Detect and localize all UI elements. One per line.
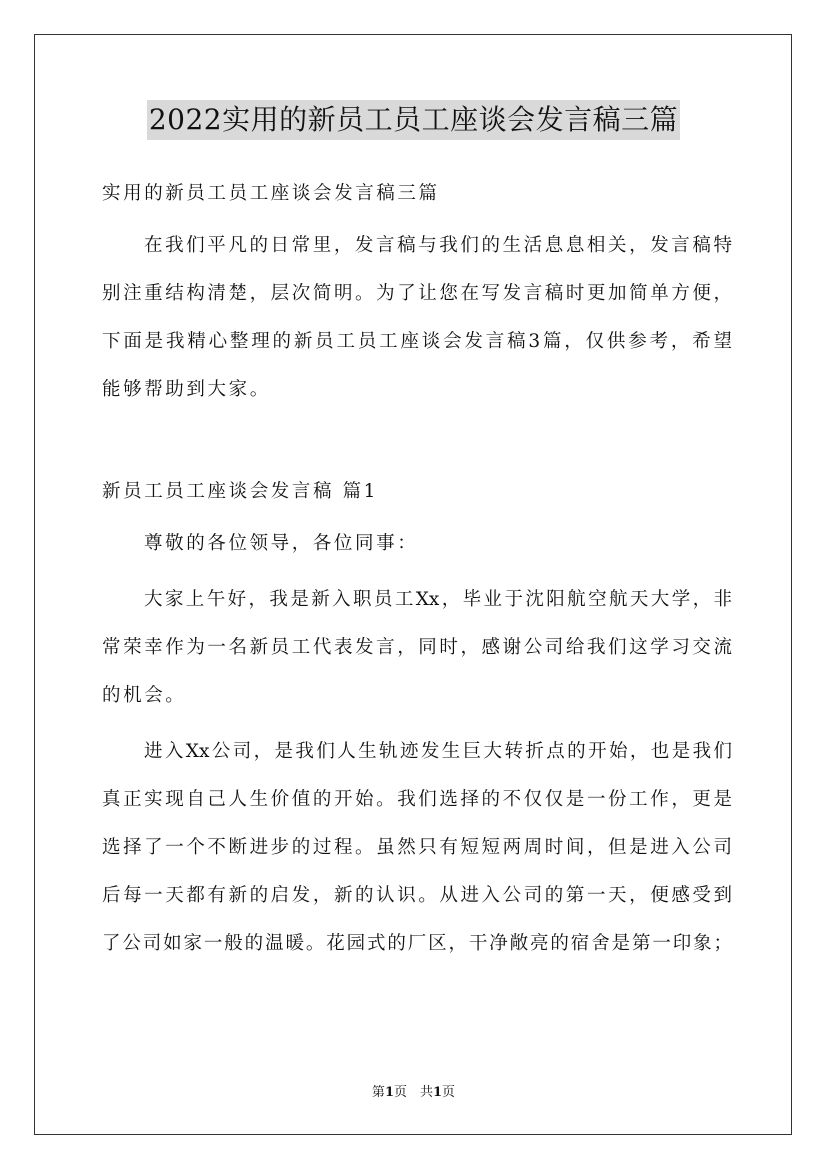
paragraph-line: 的机会。: [102, 685, 187, 706]
paragraph-line: 了公司如家一般的温暖。花园式的厂区，干净敞亮的宿舍是第一印象；: [102, 933, 732, 954]
page-footer: [0, 1083, 827, 1103]
salutation: 尊敬的各位领导，各位同事：: [144, 533, 419, 554]
paragraph-line: 真正实现自己人生价值的开始。我们选择的不仅仅是一份工作，更是: [102, 789, 732, 810]
footer-page-number: 1: [384, 1085, 394, 1100]
paragraph-line: 进入Xx公司，是我们人生轨迹发生巨大转折点的开始，也是我们: [144, 741, 732, 762]
document-subtitle: 实用的新员工员工座谈会发言稿三篇: [102, 183, 440, 204]
footer-prefix: 第: [371, 1085, 385, 1100]
footer-middle: 页 共: [393, 1085, 433, 1100]
footer-page-total: 1: [433, 1085, 443, 1100]
paragraph-line: 选择了一个不断进步的过程。虽然只有短短两周时间，但是进入公司: [102, 837, 732, 858]
section-heading: 新员工员工座谈会发言稿 篇1: [102, 481, 379, 502]
paragraph-line: 大家上午好，我是新入职员工Xx，毕业于沈阳航空航天大学，非: [144, 589, 732, 610]
document-body: [102, 170, 732, 968]
intro-line: 别注重结构清楚，层次简明。为了让您在写发言稿时更加简单方便，: [102, 283, 732, 304]
document-title: 2022实用的新员工员工座谈会发言稿三篇: [147, 100, 680, 140]
intro-line: 在我们平凡的日常里，发言稿与我们的生活息息相关，发言稿特: [144, 235, 732, 256]
paragraph-line: 后每一天都有新的启发，新的认识。从进入公司的第一天，便感受到: [102, 885, 732, 906]
title-container: [0, 100, 827, 140]
paragraph-line: 常荣幸作为一名新员工代表发言，同时，感谢公司给我们这学习交流: [102, 637, 732, 658]
intro-line: 下面是我精心整理的新员工员工座谈会发言稿3篇，仅供参考，希望: [102, 331, 732, 352]
footer-suffix: 页: [442, 1085, 456, 1100]
intro-line: 能够帮助到大家。: [102, 379, 271, 400]
